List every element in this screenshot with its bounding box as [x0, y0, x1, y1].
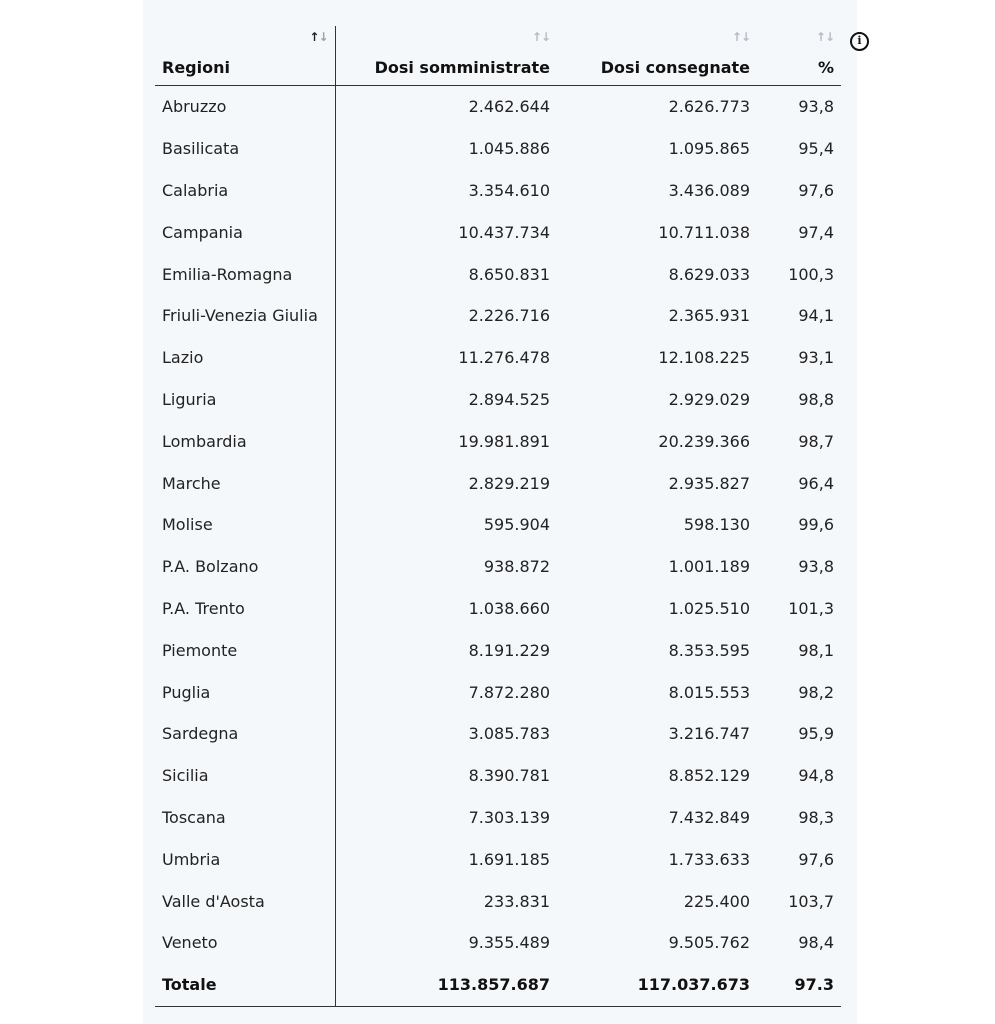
cell-region: Lombardia [155, 420, 335, 462]
column-header-percent[interactable] [757, 26, 841, 86]
cell-percent: 98,2 [798, 682, 834, 702]
cell-percent: 98,8 [798, 389, 834, 409]
cell-percent: 98,4 [798, 933, 834, 953]
table-row [155, 337, 841, 379]
cell-percent: 99,6 [798, 515, 834, 535]
info-icon[interactable]: i [850, 32, 869, 51]
cell-consegnate: 20.239.366 [658, 431, 750, 451]
cell-somministrate: 595.904 [483, 515, 550, 535]
table-row [155, 797, 841, 839]
cell-region: Molise [155, 504, 335, 546]
cell-region: Sicilia [155, 755, 335, 797]
cell-consegnate: 7.432.849 [668, 807, 750, 827]
cell-region: P.A. Trento [155, 588, 335, 630]
cell-region: Calabria [155, 170, 335, 212]
cell-region: Umbria [155, 838, 335, 880]
cell-region: Liguria [155, 379, 335, 421]
cell-somministrate: 938.872 [483, 557, 550, 577]
cell-somministrate: 2.829.219 [468, 473, 550, 493]
cell-percent: 96,4 [798, 473, 834, 493]
cell-percent: 93,1 [798, 348, 834, 368]
sort-arrows-icon[interactable]: ↑↓ [815, 30, 834, 44]
cell-consegnate: 8.353.595 [668, 640, 750, 660]
cell-somministrate: 7.303.139 [468, 807, 550, 827]
cell-consegnate: 9.505.762 [668, 933, 750, 953]
column-header-region[interactable] [155, 26, 335, 86]
table-row [155, 253, 841, 295]
cell-percent: 103,7 [788, 891, 834, 911]
cell-percent: 97,6 [798, 180, 834, 200]
cell-consegnate: 3.436.089 [668, 180, 750, 200]
cell-percent: 93,8 [798, 557, 834, 577]
table-row [155, 546, 841, 588]
cell-consegnate: 3.216.747 [668, 724, 750, 744]
total-row [155, 964, 841, 1006]
table-header-row [155, 26, 841, 86]
table-row [155, 295, 841, 337]
column-header-somministrate[interactable] [335, 26, 557, 86]
column-header-label: Dosi somministrate [374, 58, 550, 77]
cell-percent: 94,1 [798, 306, 834, 326]
cell-consegnate: 8.629.033 [668, 264, 750, 284]
cell-consegnate: 2.935.827 [668, 473, 750, 493]
column-header-label: % [817, 58, 834, 77]
cell-region: Campania [155, 211, 335, 253]
cell-percent: 97,4 [798, 222, 834, 242]
cell-somministrate: 8.390.781 [468, 766, 550, 786]
cell-somministrate: 10.437.734 [458, 222, 550, 242]
cell-percent: 94,8 [798, 766, 834, 786]
sort-arrows-icon[interactable]: ↑↓ [731, 30, 750, 44]
cell-consegnate: 2.929.029 [668, 389, 750, 409]
total-percent: 97.3 [757, 964, 841, 1006]
cell-consegnate: 225.400 [683, 891, 750, 911]
table-row [155, 211, 841, 253]
column-header-label: Dosi consegnate [600, 58, 750, 77]
cell-somministrate: 8.650.831 [468, 264, 550, 284]
cell-consegnate: 10.711.038 [658, 222, 750, 242]
sort-arrows-icon[interactable]: ↑↓ [309, 30, 328, 44]
cell-percent: 98,3 [798, 807, 834, 827]
cell-somministrate: 7.872.280 [468, 682, 550, 702]
table-row [155, 838, 841, 880]
table-row [155, 922, 841, 964]
table-row [155, 588, 841, 630]
cell-consegnate: 2.626.773 [668, 97, 750, 117]
cell-region: Valle d'Aosta [155, 880, 335, 922]
column-header-consegnate[interactable] [557, 26, 757, 86]
cell-consegnate: 8.852.129 [668, 766, 750, 786]
cell-consegnate: 1.733.633 [668, 849, 750, 869]
cell-percent: 98,7 [798, 431, 834, 451]
cell-region: Friuli-Venezia Giulia [155, 295, 335, 337]
table-row [155, 128, 841, 170]
cell-percent: 93,8 [798, 97, 834, 117]
cell-somministrate: 233.831 [483, 891, 550, 911]
table-row [155, 170, 841, 212]
column-header-label: Regioni [162, 58, 230, 77]
cell-region: Basilicata [155, 128, 335, 170]
cell-percent: 101,3 [788, 598, 834, 618]
cell-somministrate: 8.191.229 [468, 640, 550, 660]
cell-somministrate: 2.462.644 [468, 97, 550, 117]
cell-percent: 95,4 [798, 139, 834, 159]
total-label: Totale [155, 964, 335, 1006]
cell-somministrate: 11.276.478 [458, 348, 550, 368]
cell-region: Abruzzo [155, 86, 335, 128]
cell-consegnate: 1.025.510 [668, 598, 750, 618]
cell-region: Puglia [155, 671, 335, 713]
cell-somministrate: 2.226.716 [468, 306, 550, 326]
table-row [155, 420, 841, 462]
cell-consegnate: 598.130 [683, 515, 750, 535]
cell-region: Veneto [155, 922, 335, 964]
vaccine-doses-table [155, 26, 841, 1007]
cell-consegnate: 12.108.225 [658, 348, 750, 368]
cell-region: Emilia-Romagna [155, 253, 335, 295]
cell-consegnate: 1.001.189 [668, 557, 750, 577]
total-somministrate: 113.857.687 [335, 964, 557, 1006]
table-row [155, 462, 841, 504]
cell-region: Toscana [155, 797, 335, 839]
cell-percent: 98,1 [798, 640, 834, 660]
cell-somministrate: 1.045.886 [468, 139, 550, 159]
table-row [155, 880, 841, 922]
table-row [155, 504, 841, 546]
cell-somministrate: 2.894.525 [468, 389, 550, 409]
cell-somministrate: 19.981.891 [458, 431, 550, 451]
table-row [155, 671, 841, 713]
table-row [155, 755, 841, 797]
cell-somministrate: 9.355.489 [468, 933, 550, 953]
cell-somministrate: 3.085.783 [468, 724, 550, 744]
total-consegnate: 117.037.673 [557, 964, 757, 1006]
cell-region: Lazio [155, 337, 335, 379]
table-row [155, 86, 841, 128]
table-row [155, 629, 841, 671]
table-row [155, 379, 841, 421]
table-row [155, 713, 841, 755]
cell-somministrate: 1.038.660 [468, 598, 550, 618]
cell-region: Marche [155, 462, 335, 504]
cell-consegnate: 8.015.553 [668, 682, 750, 702]
cell-consegnate: 1.095.865 [668, 139, 750, 159]
cell-region: Sardegna [155, 713, 335, 755]
cell-percent: 97,6 [798, 849, 834, 869]
cell-somministrate: 3.354.610 [468, 180, 550, 200]
sort-arrows-icon[interactable]: ↑↓ [531, 30, 550, 44]
cell-somministrate: 1.691.185 [468, 849, 550, 869]
cell-percent: 100,3 [788, 264, 834, 284]
cell-region: P.A. Bolzano [155, 546, 335, 588]
cell-region: Piemonte [155, 629, 335, 671]
cell-percent: 95,9 [798, 724, 834, 744]
cell-consegnate: 2.365.931 [668, 306, 750, 326]
